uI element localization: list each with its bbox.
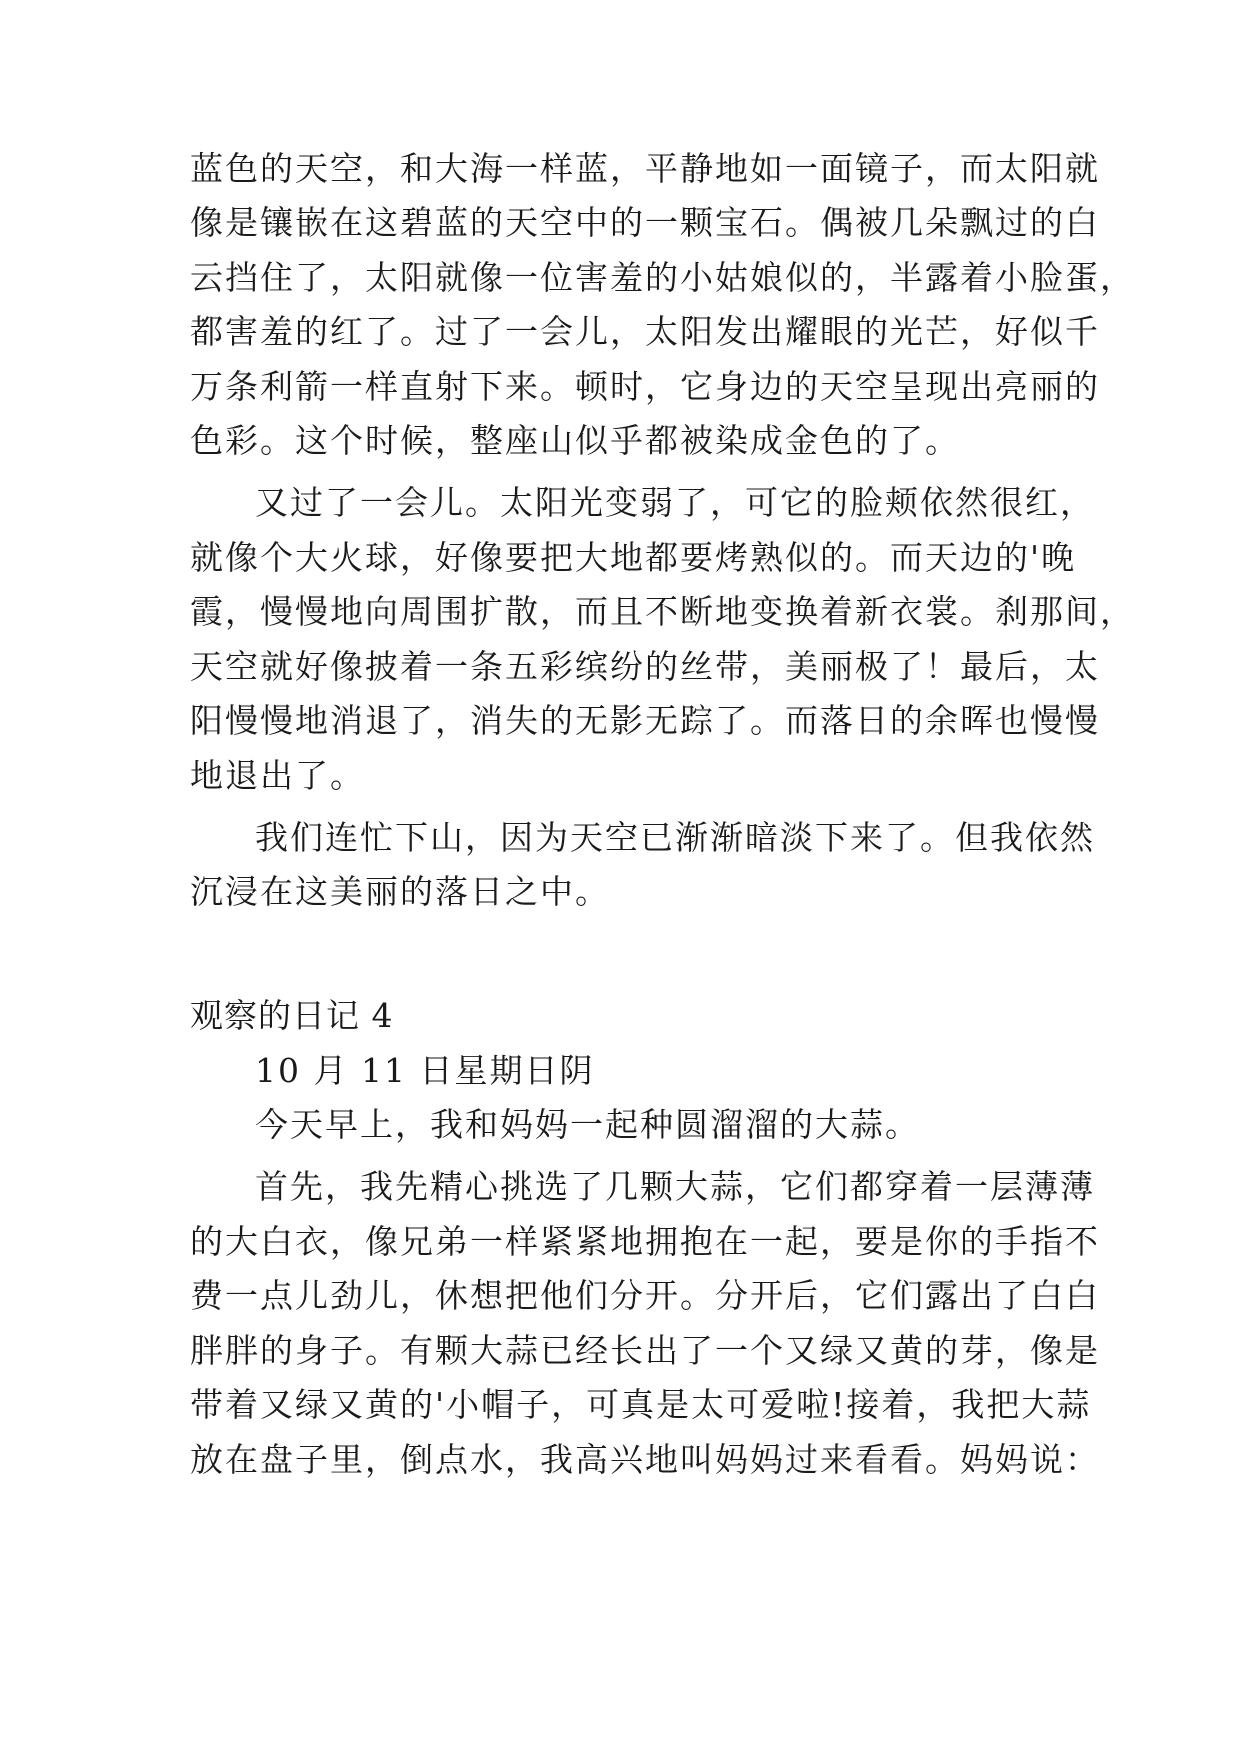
section-title: 观察的日记 4 — [190, 996, 394, 1035]
text-line: 沉浸在这美丽的落日之中。 — [190, 872, 610, 911]
paragraph-start-line: 首先，我先精心挑选了几颗大蒜，它们都穿着一层薄薄 — [255, 1167, 1095, 1206]
text-line: 色彩。这个时候，整座山似乎都被染成金色的了。 — [190, 421, 960, 460]
paragraph-start-line: 今天早上，我和妈妈一起种圆溜溜的大蒜。 — [255, 1105, 920, 1144]
paragraph-start-line: 又过了一会儿。太阳光变弱了，可它的脸颊依然很红， — [255, 483, 1095, 522]
text-line: 的大白衣，像兄弟一样紧紧地拥抱在一起，要是你的手指不 — [190, 1222, 1100, 1261]
text-line: 像是镶嵌在这碧蓝的天空中的一颗宝石。偶被几朵飘过的白 — [190, 203, 1100, 242]
text-line: 放在盘子里，倒点水，我高兴地叫妈妈过来看看。妈妈说： — [190, 1440, 1100, 1479]
text-line: 天空就好像披着一条五彩缤纷的丝带，美丽极了！最后，太 — [190, 647, 1100, 686]
text-line: 费一点儿劲儿，休想把他们分开。分开后，它们露出了白白 — [190, 1276, 1100, 1315]
text-line: 都害羞的红了。过了一会儿，太阳发出耀眼的光芒，好似千 — [190, 312, 1100, 351]
diary-date: 10 月 11 日星期日阴 — [255, 1051, 595, 1090]
paragraph-start-line: 我们连忙下山，因为天空已渐渐暗淡下来了。但我依然 — [255, 818, 1095, 857]
text-line: 阳慢慢地消退了，消失的无影无踪了。而落日的余晖也慢慢 — [190, 701, 1100, 740]
text-line: 胖胖的身子。有颗大蒜已经长出了一个又绿又黄的芽，像是 — [190, 1331, 1100, 1370]
text-line: 万条利箭一样直射下来。顿时，它身边的天空呈现出亮丽的 — [190, 367, 1100, 406]
text-line: 就像个大火球，好像要把大地都要烤熟似的。而天边的'晚 — [190, 538, 1077, 577]
text-line: 蓝色的天空，和大海一样蓝，平静地如一面镜子，而太阳就 — [190, 149, 1100, 188]
text-line: 霞，慢慢地向周围扩散，而且不断地变换着新衣裳。刹那间， — [190, 592, 1135, 631]
text-line: 地退出了。 — [190, 756, 365, 795]
text-line: 带着又绿又黄的'小帽子，可真是太可爱啦!接着，我把大蒜 — [190, 1385, 1092, 1424]
text-line: 云挡住了，太阳就像一位害羞的小姑娘似的，半露着小脸蛋， — [190, 258, 1135, 297]
